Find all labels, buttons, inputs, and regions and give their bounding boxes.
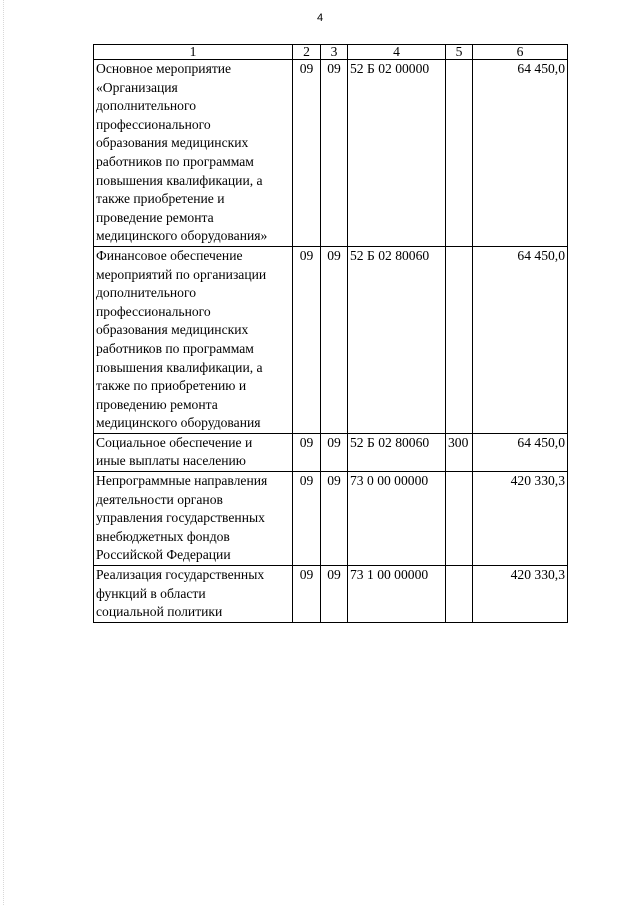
row-name-cell: Социальное обеспечение и иные выплаты населению [94,433,293,471]
row-expense-type-cell [446,246,473,433]
row-target-code-cell: 52 Б 02 80060 [348,246,446,433]
column-header-4: 4 [348,45,446,60]
row-amount-cell: 420 330,3 [473,566,568,623]
row-name-cell: Основное мероприятие «Организация дополнительного профессионального образования медицинских работников по программам повышения квалификации, а также приобретение и проведение ремонта медицинского оборудования» [94,60,293,247]
row-target-code-cell: 52 Б 02 80060 [348,433,446,471]
scan-edge [3,0,5,905]
table-header [94,45,568,60]
header-row [94,45,568,60]
row-section-cell: 09 [293,246,321,433]
table-row [94,433,568,471]
row-subsection-cell: 09 [321,246,348,433]
row-name-cell: Непрограммные направления деятельности органов управления государственных внебюджетных фондов Российской Федерации [94,472,293,566]
column-header-1: 1 [94,45,293,60]
row-expense-type-cell [446,472,473,566]
row-target-code-cell: 52 Б 02 00000 [348,60,446,247]
table-row [94,472,568,566]
row-section-cell: 09 [293,566,321,623]
row-amount-cell: 420 330,3 [473,472,568,566]
column-header-2: 2 [293,45,321,60]
row-subsection-cell: 09 [321,433,348,471]
row-amount-cell: 64 450,0 [473,60,568,247]
row-subsection-cell: 09 [321,472,348,566]
row-target-code-cell: 73 1 00 00000 [348,566,446,623]
table-row [94,246,568,433]
row-amount-cell: 64 450,0 [473,246,568,433]
row-amount-cell: 64 450,0 [473,433,568,471]
page-number: 4 [316,12,324,24]
row-expense-type-cell [446,566,473,623]
table-row [94,566,568,623]
column-header-3: 3 [321,45,348,60]
column-header-6: 6 [473,45,568,60]
row-subsection-cell: 09 [321,60,348,247]
row-subsection-cell: 09 [321,566,348,623]
row-expense-type-cell [446,60,473,247]
row-name-cell: Финансовое обеспечение мероприятий по организации дополнительного профессионального образования медицинских работников по программам повышения квалификации, а также по приобретению и проведению ремонта медицинского оборудования [94,246,293,433]
row-section-cell: 09 [293,433,321,471]
row-expense-type-cell: 300 [446,433,473,471]
row-target-code-cell: 73 0 00 00000 [348,472,446,566]
table-row [94,60,568,247]
budget-table [93,44,568,623]
row-name-cell: Реализация государственных функций в области социальной политики [94,566,293,623]
column-header-5: 5 [446,45,473,60]
row-section-cell: 09 [293,472,321,566]
row-section-cell: 09 [293,60,321,247]
table-body [94,60,568,623]
